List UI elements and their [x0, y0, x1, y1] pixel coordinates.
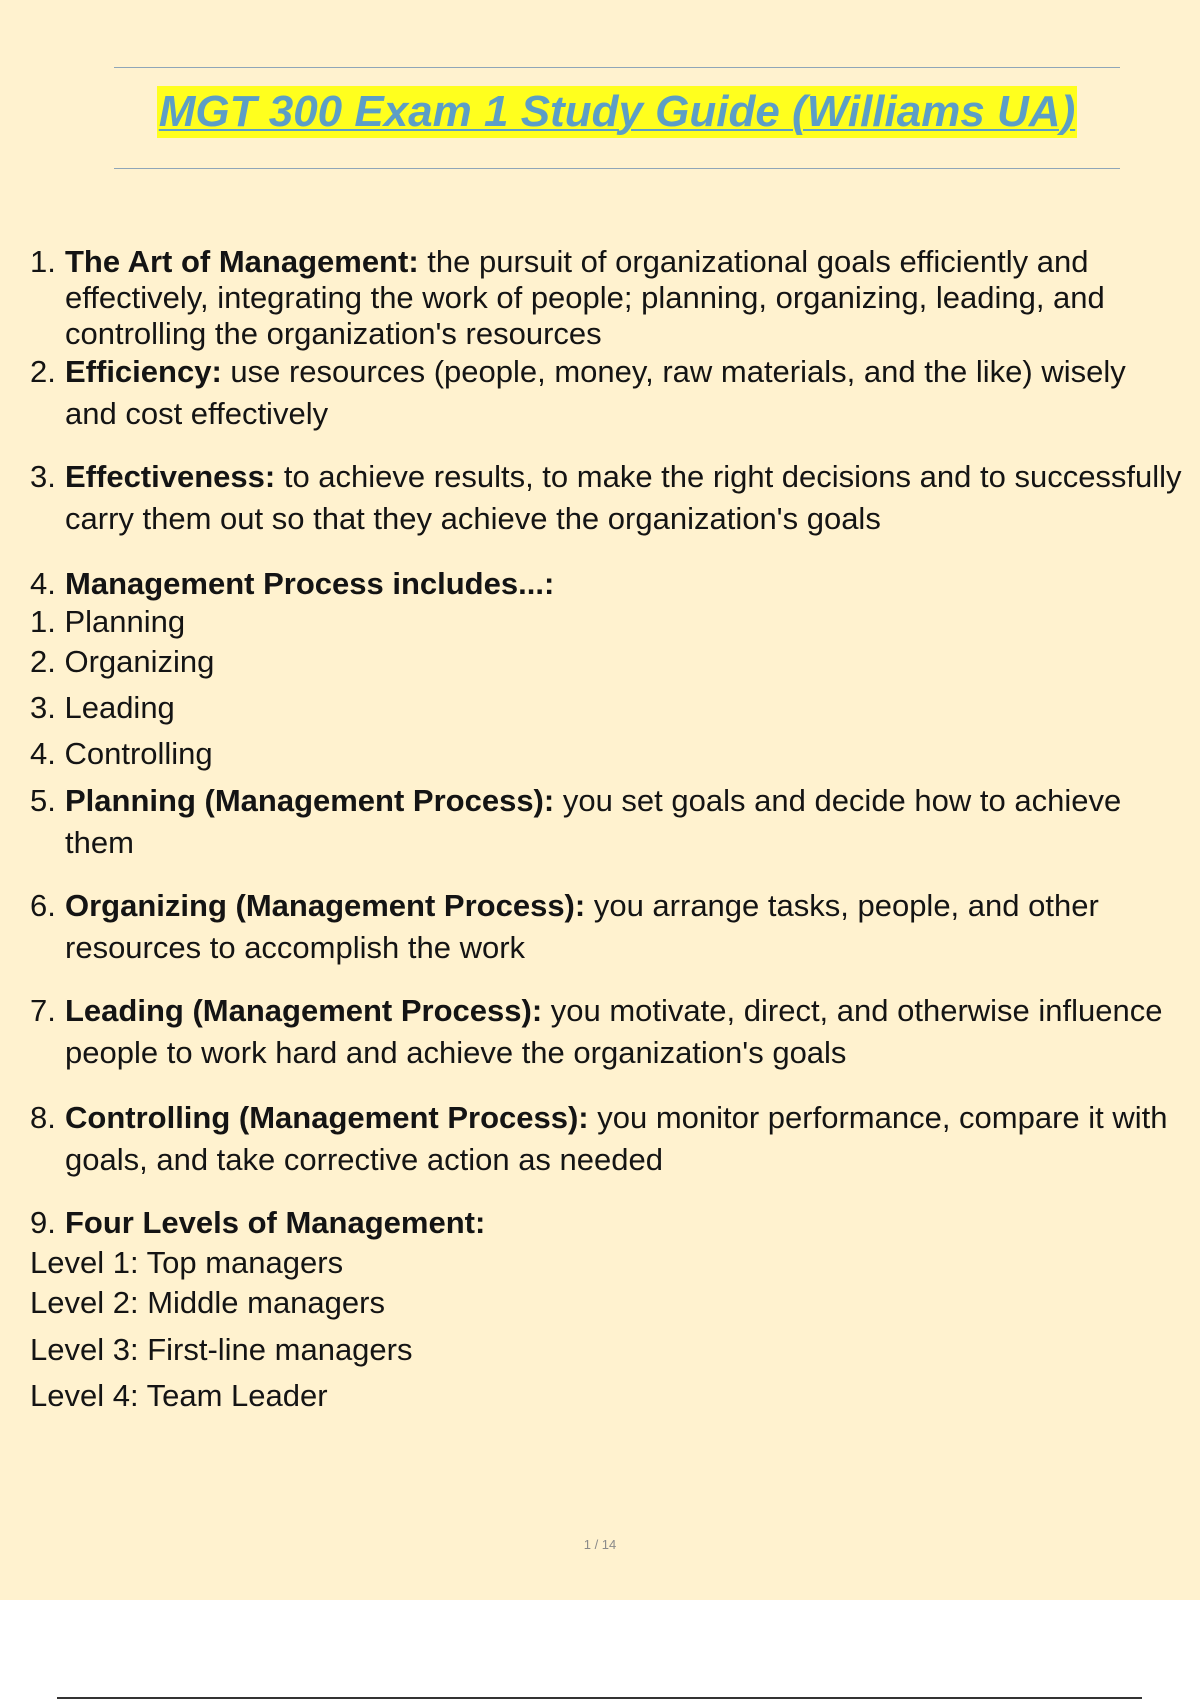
item-term: Effectiveness:: [65, 459, 276, 494]
item-number: 6.: [30, 888, 56, 923]
item-term: Planning (Management Process):: [65, 783, 555, 818]
item-number: 1.: [30, 244, 56, 279]
list-item: [30, 1097, 1185, 1181]
item-number: 9.: [30, 1205, 56, 1240]
title-block: [114, 67, 1120, 169]
page-indicator: 1 / 14: [583, 1537, 617, 1552]
management-level: Level 2: Middle managers: [30, 1285, 385, 1320]
item-definition: the pursuit of organizational goals efficiently and effectively, integrating the work of people; planning, organizing, leading, and controlling the organization's resources: [65, 244, 1105, 351]
item-term: Organizing (Management Process):: [65, 888, 586, 923]
list-item: [30, 1202, 1185, 1244]
item-term: Management Process includes...:: [65, 566, 555, 601]
item-term: The Art of Management:: [65, 244, 419, 279]
item-number: 5.: [30, 783, 56, 818]
management-level: Level 3: First-line managers: [30, 1332, 413, 1367]
item-number: 2.: [30, 354, 56, 389]
item-term: Leading (Management Process):: [65, 993, 543, 1028]
list-item: [30, 885, 1185, 969]
list-item: [30, 563, 1185, 605]
list-item: [30, 990, 1185, 1074]
item-number: 8.: [30, 1100, 56, 1135]
item-definition: you monitor performance, compare it with goals, and take corrective action as needed: [65, 1100, 1168, 1177]
item-definition: you motivate, direct, and otherwise influence people to work hard and achieve the organization's goals: [65, 993, 1163, 1070]
management-level: Level 1: Top managers: [30, 1245, 344, 1280]
item-number: 7.: [30, 993, 56, 1028]
list-item: [30, 456, 1185, 540]
list-item: [30, 351, 1185, 435]
list-item: [30, 780, 1185, 864]
item-number: 4.: [30, 566, 56, 601]
next-page-divider: [57, 1697, 1142, 1699]
item-term: Four Levels of Management:: [65, 1205, 486, 1240]
item-term: Controlling (Management Process):: [65, 1100, 589, 1135]
item-number: 3.: [30, 459, 56, 494]
item-term: Efficiency:: [65, 354, 222, 389]
item-definition: to achieve results, to make the right decisions and to successfully carry them out so that they achieve the organization's goals: [65, 459, 1182, 536]
item-definition: you set goals and decide how to achieve them: [65, 783, 1122, 860]
process-step: 4. Controlling: [30, 736, 213, 771]
item-definition: you arrange tasks, people, and other resources to accomplish the work: [65, 888, 1099, 965]
process-step: 2. Organizing: [30, 644, 215, 679]
document-title: MGT 300 Exam 1 Study Guide (Williams UA): [158, 87, 1076, 136]
process-step: 1. Planning: [30, 604, 186, 639]
item-definition: use resources (people, money, raw materials, and the like) wisely and cost effectively: [65, 354, 1126, 431]
process-step: 3. Leading: [30, 690, 175, 725]
management-level: Level 4: Team Leader: [30, 1378, 328, 1413]
list-item: [30, 244, 1185, 352]
